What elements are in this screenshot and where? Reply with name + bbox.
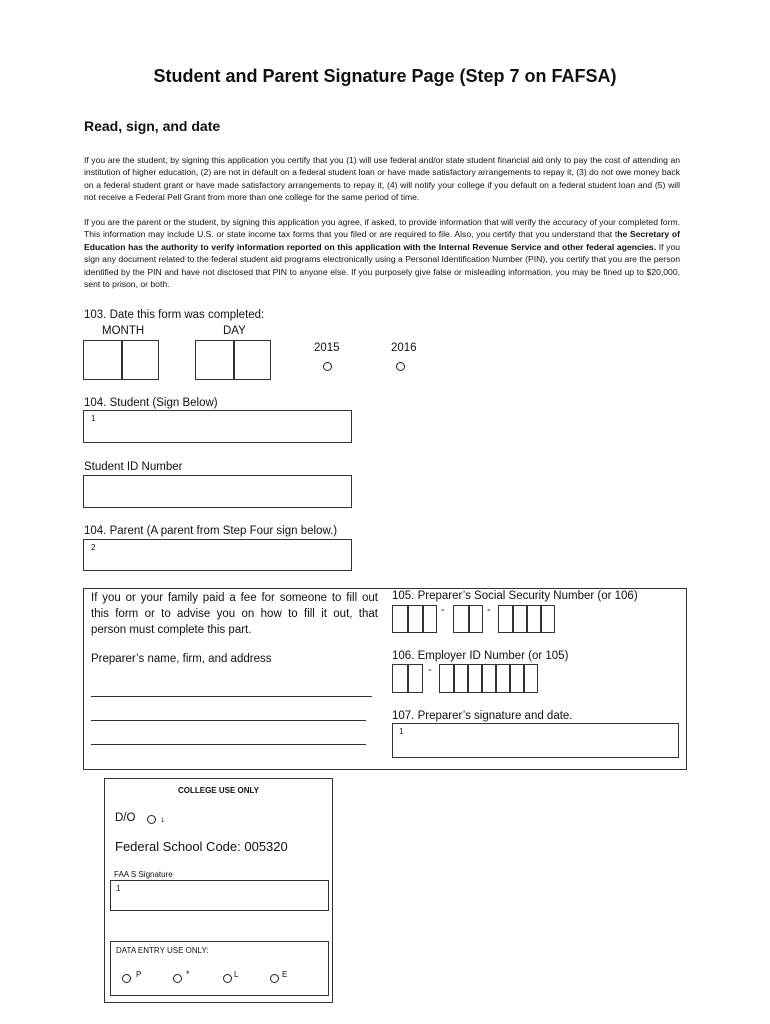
ein-dash: - (428, 664, 432, 676)
ssn-area-field[interactable] (392, 605, 437, 633)
cell-divider (481, 664, 483, 693)
day-label: DAY (223, 325, 246, 337)
day-field[interactable] (195, 340, 271, 380)
year-2015-label: 2015 (314, 342, 340, 354)
preparer-signature-number: 1 (399, 727, 404, 736)
parent-signature-label: 104. Parent (A parent from Step Four sign below.) (84, 525, 338, 537)
employer-id-label: 106. Employer ID Number (or 105) (392, 650, 569, 662)
college-use-title: COLLEGE USE ONLY (177, 786, 260, 795)
option-star-radio[interactable] (173, 974, 182, 983)
parent-student-agreement-text (84, 216, 680, 290)
preparer-firm-line[interactable] (91, 720, 366, 721)
student-id-field[interactable] (83, 475, 352, 508)
student-signature-label: 104. Student (Sign Below) (84, 397, 218, 409)
ein-number-field[interactable] (439, 664, 538, 693)
cell-divider (453, 664, 455, 693)
parent-signature-number: 2 (91, 543, 96, 552)
month-divider (121, 340, 123, 380)
data-entry-box (110, 941, 329, 996)
ssn-serial-field[interactable] (498, 605, 555, 633)
cell-divider (495, 664, 497, 693)
faa-signature-field[interactable] (110, 880, 329, 911)
cell-divider (422, 605, 424, 633)
page-title: Student and Parent Signature Page (Step 7 on FAFSA) (153, 66, 617, 86)
student-certification-text: If you are the student, by signing this application you certify that you (1) will use federal and/or state student financial aid only to pay the cost of attending an institution of higher education, (2) are not in default on a federal student loan or have made satisfactory arrangements to repay it, (3) do not owe money back on a federal student grant or have made satisfactory arrangements to repay it, (4) will notify your college if you default on a federal student loan and (5) will not receive a Federal Pell Grant from more than one college for the same period of time. (84, 155, 680, 203)
cell-divider (540, 605, 542, 633)
cell-divider (468, 605, 470, 633)
preparer-name-line[interactable] (91, 696, 372, 697)
faa-signature-number: 1 (116, 884, 121, 893)
agreement-text-start: If you are the parent or the student, by signing this application you agree, if asked, to provide information that will verify the accuracy of your completed form. This information may include U.S. or state income tax forms that you filed or are required to file. Also, you certify that you understand that t (84, 217, 680, 240)
preparer-ssn-label: 105. Preparer’s Social Security Number (or 106) (392, 590, 638, 602)
month-label: MONTH (102, 325, 145, 337)
faa-signature-label: FAA S Signature (114, 870, 173, 879)
student-signature-field[interactable] (83, 410, 352, 443)
year-2016-radio[interactable] (396, 362, 405, 371)
cell-divider (523, 664, 525, 693)
ssn-group-field[interactable] (453, 605, 483, 633)
preparer-intro-text: If you or your family paid a fee for someone to fill out this form or to advise you on how to fill it out, that person must complete this part. (91, 592, 378, 636)
option-l-radio[interactable] (223, 974, 232, 983)
ein-prefix-field[interactable] (392, 664, 423, 693)
cell-divider (407, 605, 409, 633)
cell-divider (467, 664, 469, 693)
parent-signature-field[interactable] (83, 539, 352, 571)
year-2016-label: 2016 (391, 342, 417, 354)
option-e-label: E (282, 970, 288, 979)
cell-divider (512, 605, 514, 633)
preparer-signature-label: 107. Preparer’s signature and date. (392, 710, 573, 722)
section-heading: Read, sign, and date (84, 118, 221, 134)
preparer-signature-field[interactable] (392, 723, 679, 758)
do-label: D/O (115, 812, 136, 824)
option-star-label: * (186, 969, 190, 979)
option-p-radio[interactable] (122, 974, 131, 983)
ssn-dash: - (441, 604, 445, 616)
preparer-name-label: Preparer’s name, firm, and address (91, 653, 272, 665)
data-entry-label: DATA ENTRY USE ONLY: (116, 946, 209, 955)
day-divider (233, 340, 235, 380)
do-radio[interactable] (147, 815, 156, 824)
date-completed-label: 103. Date this form was completed: (84, 309, 265, 321)
federal-school-code: Federal School Code: 005320 (115, 839, 288, 854)
student-signature-number: 1 (91, 414, 96, 423)
option-e-radio[interactable] (270, 974, 279, 983)
cell-divider (526, 605, 528, 633)
option-p-label: P (136, 970, 142, 979)
student-id-label: Student ID Number (84, 461, 183, 473)
cell-divider (509, 664, 511, 693)
year-2015-radio[interactable] (323, 362, 332, 371)
month-field[interactable] (83, 340, 159, 380)
agreement-text-bold: he Secretary of Education has the authority to verify information reported on this application with the Internal Revenue Service and other federal agencies. (84, 229, 680, 252)
do-number: 1 (161, 818, 165, 824)
agreement-text-end: If you sign any document related to the federal student aid programs electronically using a Personal Identification Number (PIN), you certify that you are the person identified by the PIN and have not disclosed that PIN to anyone else. If you purposely give false or misleading information, you may be fined up to $20,000, sent to prison, or both. (84, 241, 681, 290)
ssn-dash: - (487, 604, 491, 616)
preparer-address-line[interactable] (91, 744, 366, 745)
option-l-label: L (234, 970, 239, 979)
cell-divider (407, 664, 409, 693)
